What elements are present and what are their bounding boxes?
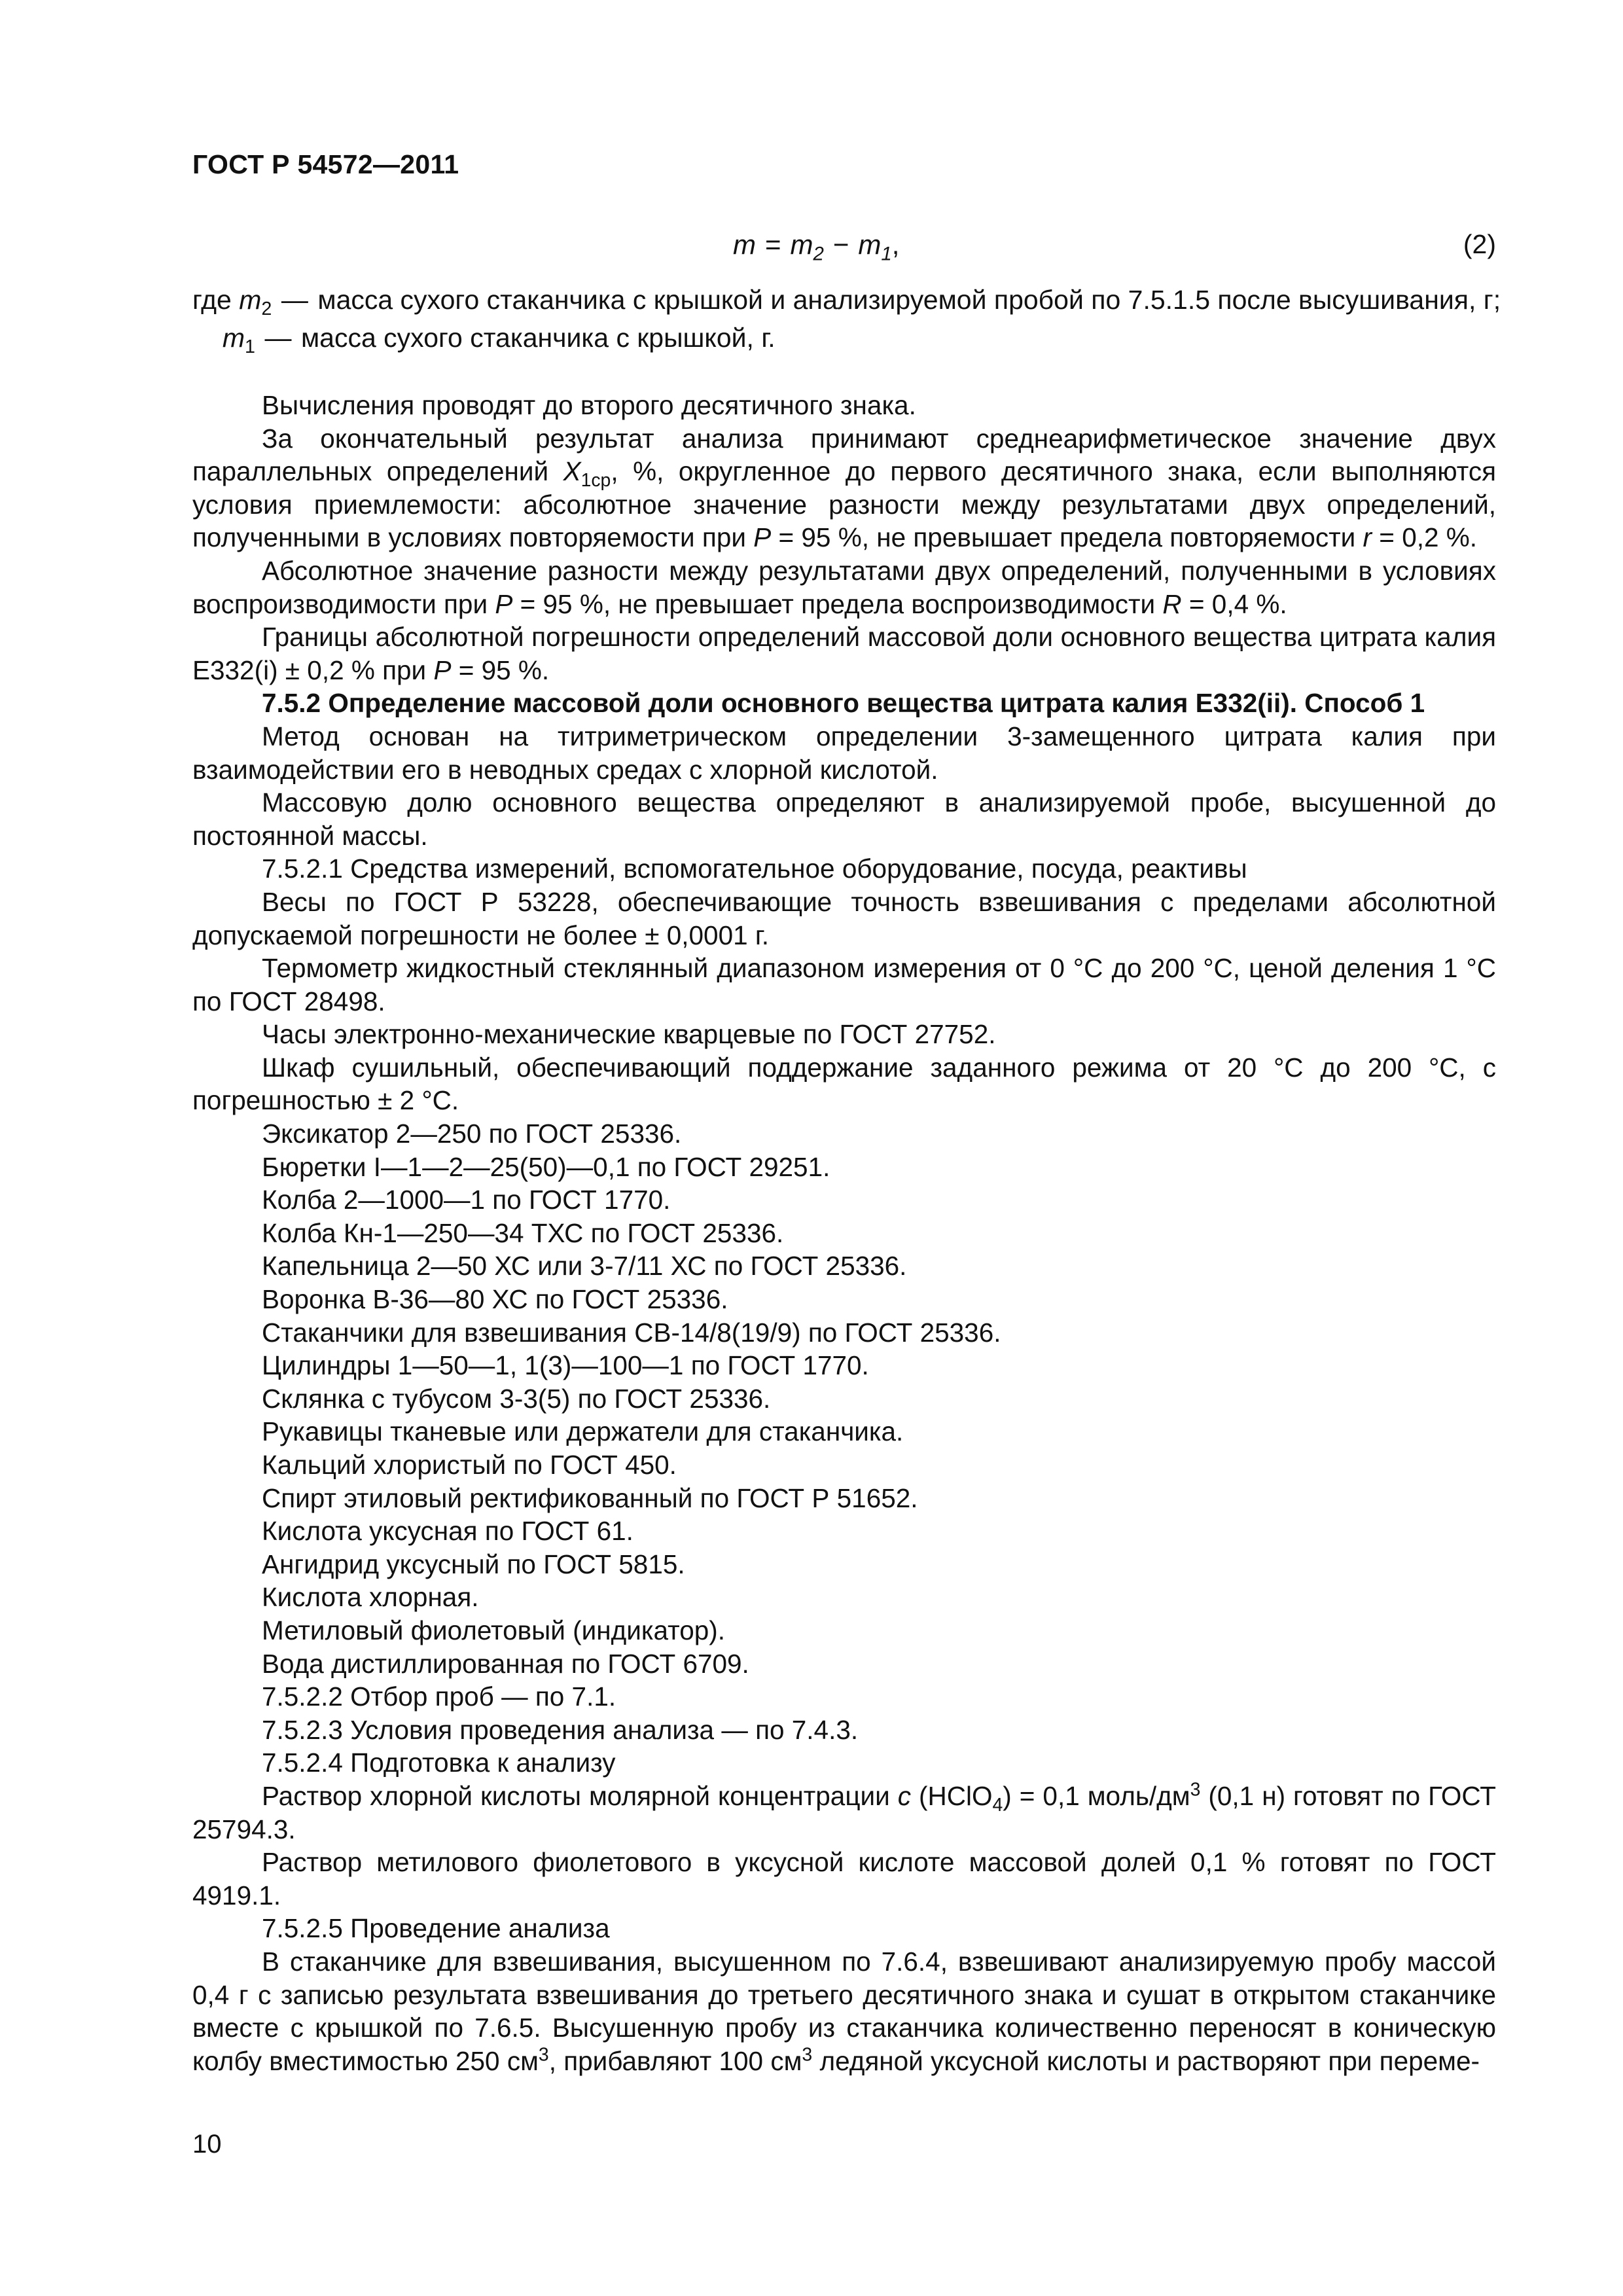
list-item: Кислота хлорная. [262, 1582, 479, 1613]
subsection-heading: 7.5.2.4 Подготовка к анализу [262, 1748, 616, 1778]
subsection-heading: 7.5.2.5 Проведение анализа [262, 1913, 610, 1944]
paragraph-reproducibility [192, 554, 1496, 620]
variable-p: P [495, 588, 513, 619]
variable-x-sub: 1ср [580, 470, 611, 492]
superscript: 3 [538, 2044, 549, 2066]
subsection-heading: 7.5.2.1 Средства измерений, вспомогательное оборудование, посуда, реактивы [262, 853, 1247, 884]
text-run: (HClO [911, 1780, 993, 1811]
list-item: Шкаф сушильный, обеспечивающий поддержание заданного режима от 20 °С до 200 °С, с погрешностью ± 2 °С. [192, 1052, 1496, 1116]
formula-m1-sub: 1 [881, 243, 892, 265]
superscript: 3 [1190, 1779, 1201, 1801]
text-run: = 0,4 %. [1181, 588, 1287, 619]
list-item: Колба 2—1000—1 по ГОСТ 1770. [262, 1185, 671, 1215]
text-run: Границы абсолютной погрешности определений массовой доли основного вещества цитрата калия Е332(i) ± 0,2 % при [192, 622, 1496, 685]
subsection-heading: 7.5.2.3 Условия проведения анализа — по 7.4.3. [262, 1714, 859, 1745]
paragraph: Метод основан на титриметрическом определении 3-замещенного цитрата калия при взаимодействии его в неводных средах с хлорной кислотой. [192, 721, 1496, 785]
list-item: Воронка В-36—80 ХС по ГОСТ 25336. [262, 1284, 728, 1315]
list-item: Рукавицы тканевые или держатели для стаканчика. [262, 1416, 904, 1447]
variable-x: X [563, 456, 581, 487]
text-run: = 0,2 %. [1372, 522, 1478, 553]
text-run: = 95 %, не превышает предела воспроизводимости [512, 588, 1163, 619]
subsection-heading: 7.5.2.2 Отбор проб — по 7.1. [262, 1681, 616, 1712]
formula-lhs: m [733, 229, 756, 260]
def1-variable-sub: 2 [261, 298, 272, 320]
list-item: Термометр жидкостный стеклянный диапазоном измерения от 0 °С до 200 °С, ценой деления 1 °С по ГОСТ 28498. [192, 953, 1496, 1016]
paragraph-procedure [192, 1945, 1496, 2077]
list-item: Склянка с тубусом 3-3(5) по ГОСТ 25336. [262, 1383, 771, 1414]
text-run: (0,1 н) готовят по ГОСТ 25794.3. [192, 1780, 1496, 1844]
where-definition-1 [192, 283, 1501, 320]
text-run: = 95 %. [451, 655, 550, 685]
text-run: , %, округленное до первого десятичного знака, если выполняются условия приемлемости: абсолютное значение разности между результатами двух определений, полученными в условиях повторяемости при [192, 456, 1497, 553]
text-run: = 95 %, не превышает предела повторяемости [771, 522, 1363, 553]
list-item: Колба Кн-1—250—34 ТХС по ГОСТ 25336. [262, 1217, 784, 1248]
paragraph: Массовую долю основного вещества определяют в анализируемой пробе, высушенной до постоянной массы. [192, 787, 1496, 851]
page-number: 10 [192, 2130, 222, 2159]
list-item: Вода дистиллированная по ГОСТ 6709. [262, 1648, 749, 1679]
list-item: Весы по ГОСТ Р 53228, обеспечивающие точность взвешивания с пределами абсолютной допускаемой погрешности не более ± 0,0001 г. [192, 886, 1496, 950]
def1-text: масса сухого стаканчика с крышкой и анализируемой пробой по 7.5.1.5 после высушивания, г; [317, 285, 1501, 315]
formula-m2-sub: 2 [813, 243, 824, 265]
variable-p: P [433, 655, 452, 685]
list-item: Цилиндры 1—50—1, 1(3)—100—1 по ГОСТ 1770. [262, 1350, 869, 1381]
formula-equals: = [765, 229, 781, 260]
equation-number: (2) [1463, 229, 1496, 259]
subscript: 4 [992, 1795, 1003, 1816]
text-run: В стаканчике для взвешивания, высушенном по 7.6.4, взвешивают анализируемую пробу массой 0,4 г с записью результата взвешивания до третьего десятичного знака и сушат в открытом стаканчике вместе с крышкой по 7.6.5. Высушенную пробу из стаканчика количественно переносят в коническую колбу вместимостью 250 см [192, 1946, 1496, 2076]
paragraph-perchloric-acid [192, 1780, 1496, 1846]
variable-c: с [897, 1780, 912, 1811]
list-item: Капельница 2—50 ХС или 3-7/11 ХС по ГОСТ 25336. [262, 1251, 907, 1282]
def2-variable-sub: 1 [245, 336, 255, 358]
paragraph-error-limits [192, 620, 1496, 687]
list-item: Ангидрид уксусный по ГОСТ 5815. [262, 1549, 685, 1579]
list-item: Часы электронно-механические кварцевые по ГОСТ 27752. [262, 1019, 996, 1050]
list-item: Бюретки I—1—2—25(50)—0,1 по ГОСТ 29251. [262, 1151, 830, 1182]
formula-m1: m [858, 229, 882, 260]
where-prefix: где [192, 285, 232, 315]
formula-m2: m [790, 229, 813, 260]
text-run: Абсолютное значение разности между результатами двух определений, полученными в условиях воспроизводимости при [192, 555, 1496, 619]
def2-variable: m [222, 323, 245, 353]
list-item: Метиловый фиолетовый (индикатор). [262, 1615, 726, 1645]
list-item: Стаканчики для взвешивания СВ-14/8(19/9) по ГОСТ 25336. [262, 1317, 1001, 1348]
variable-r: r [1363, 522, 1372, 553]
def1-variable: m [239, 285, 262, 315]
def2-dash: — [264, 323, 292, 353]
section-heading-7-5-2: 7.5.2 Определение массовой доли основного вещества цитрата калия Е332(ii). Способ 1 [262, 688, 1425, 719]
paragraph: Вычисления проводят до второго десятичного знака. [262, 390, 916, 420]
text-run: , прибавляют 100 см [548, 2045, 802, 2076]
text-run: ) = 0,1 моль/дм [1003, 1780, 1190, 1811]
paragraph: Раствор метилового фиолетового в уксусной кислоте массовой долей 0,1 % готовят по ГОСТ 4919.1. [192, 1847, 1496, 1910]
list-item: Кальций хлористый по ГОСТ 450. [262, 1450, 677, 1480]
formula-minus: − [832, 229, 849, 260]
list-item: Спирт этиловый ректификованный по ГОСТ Р 51652. [262, 1482, 918, 1513]
text-run: ледяной уксусной кислоты и растворяют при переме- [812, 2045, 1480, 2076]
superscript: 3 [802, 2044, 813, 2066]
paragraph-final-result [192, 422, 1496, 554]
formula-comma: , [891, 229, 900, 260]
list-item: Эксикатор 2—250 по ГОСТ 25336. [262, 1119, 682, 1149]
variable-p: P [753, 522, 772, 553]
def2-text: масса сухого стаканчика с крышкой, г. [300, 323, 776, 353]
text-run: За окончательный результат анализа принимают среднеарифметическое значение двух параллельных определений [192, 423, 1496, 487]
text-run: Раствор хлорной кислоты молярной концентрации [262, 1780, 898, 1811]
list-item: Кислота уксусная по ГОСТ 61. [262, 1516, 633, 1547]
variable-r-upper: R [1162, 588, 1182, 619]
where-definition-2 [192, 321, 1496, 358]
document-header: ГОСТ Р 54572—2011 [192, 149, 459, 179]
def1-dash: — [281, 285, 308, 315]
body-text [192, 389, 1496, 2077]
formula-2 [733, 229, 900, 265]
